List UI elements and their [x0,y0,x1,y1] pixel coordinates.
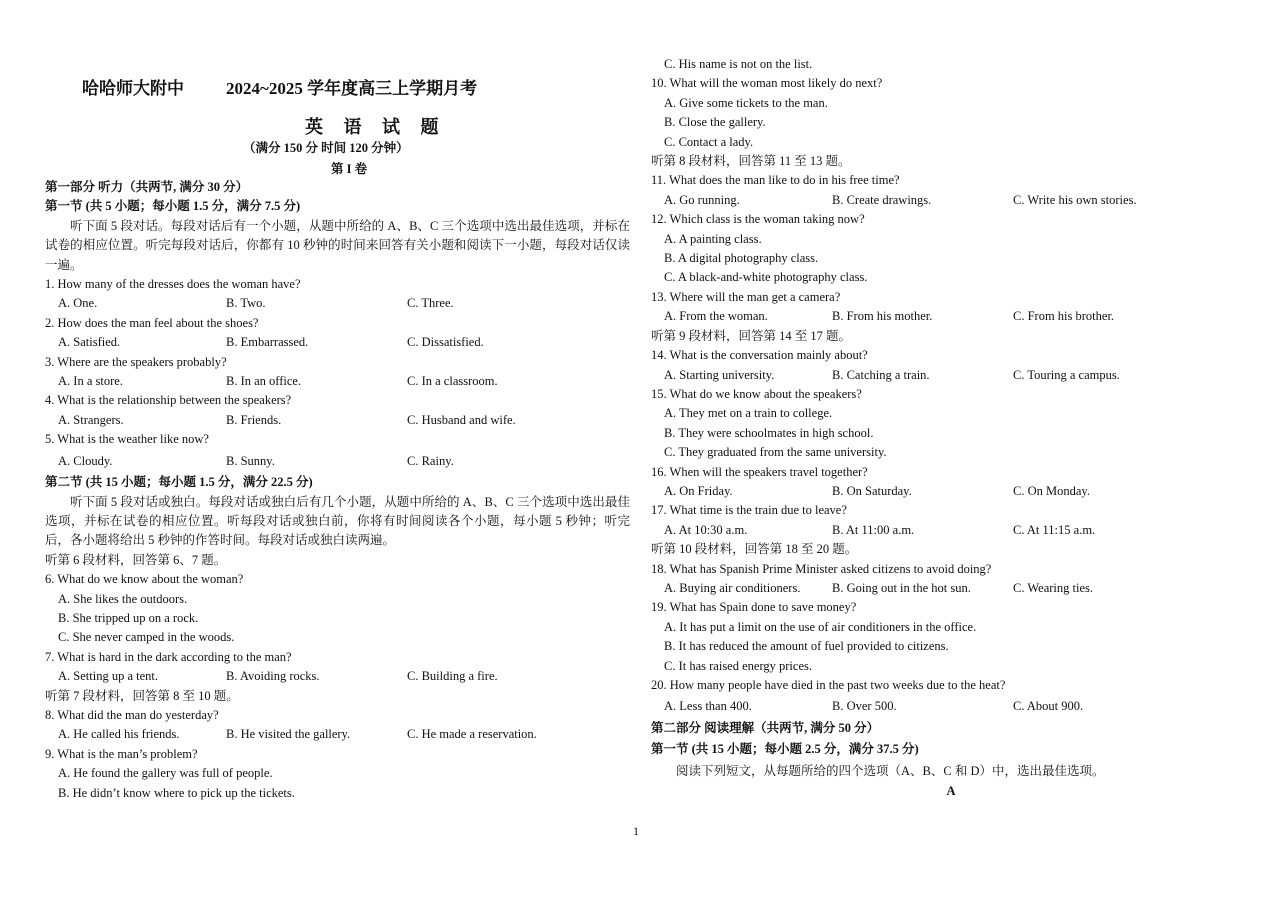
option-b: B. From his mother. [832,309,933,324]
question-12-stem: 12. Which class is the woman taking now? [651,212,865,227]
question-5-stem: 5. What is the weather like now? [45,432,209,447]
question-6-option-a: A. She likes the outdoors. [58,591,188,606]
exam-subtitle: （满分 150 分 时间 120 分钟） [243,141,409,155]
question-4-options [45,411,630,430]
question-20-stem: 20. How many people have died in the past two weeks due to the heat? [651,678,1006,692]
option-c: C. Wearing ties. [1013,580,1093,595]
question-17-stem: 17. What time is the train due to leave? [651,503,847,518]
option-c: C. He made a reservation. [407,727,537,742]
question-6-stem: 6. What do we know about the woman? [45,572,244,587]
question-20-options [651,697,1251,716]
option-c: C. About 900. [1013,699,1084,714]
question-15-stem: 15. What do we know about the speakers? [651,386,862,401]
part2-title: 第二部分 阅读理解（共两节, 满分 50 分） [651,720,880,735]
option-c: C. Dissatisfied. [407,335,484,350]
question-14-options [651,366,1251,385]
option-c: C. Touring a campus. [1013,367,1120,382]
question-16-stem: 16. When will the speakers travel together? [651,464,868,479]
question-15-option-b: B. They were schoolmates in high school. [664,425,874,440]
material-6-note: 听第 6 段材料，回答第 6、7 题。 [45,552,227,567]
question-19-option-a: A. It has put a limit on the use of air conditioners in the office. [664,619,977,634]
question-5-options [45,452,630,471]
question-14-stem: 14. What is the conversation mainly about? [651,348,868,363]
question-12-option-a: A. A painting class. [664,231,762,246]
question-1-stem: 1. How many of the dresses does the woman have? [45,277,301,292]
part1-section2-instructions: 听下面 5 段对话或独白。每段对话或独白后有几个小题，从题中所给的 A、B、C 三个选项中选出最佳选项，并标在试卷的相应位置。听每段对话或独白前，你将有时间阅读各个小题，每小题 5 秒钟；听完后，各小题将给出 5 秒钟的作答时间。每段对话或独白读两遍。 [45,494,630,548]
exam-header [82,74,477,99]
question-7-options [45,667,630,686]
option-a: A. In a store. [58,374,123,389]
question-16-options [651,482,1251,501]
subject-title: 英 语 试 题 [305,117,447,137]
part2-instructions: 阅读下列短文，从每题所给的四个选项（A、B、C 和 D）中，选出最佳选项。 [676,763,1105,778]
option-b: B. Catching a train. [832,367,930,382]
passage-label: A [946,784,956,799]
option-c: C. Husband and wife. [407,412,516,427]
option-b: B. Sunny. [226,453,275,468]
option-b: B. Friends. [226,412,282,427]
option-b: B. In an office. [226,374,302,389]
right-column [651,55,1251,801]
question-8-stem: 8. What did the man do yesterday? [45,707,219,722]
question-8-options [45,725,630,744]
question-10-option-c: C. Contact a lady. [664,134,754,149]
question-19-option-b: B. It has reduced the amount of fuel provided to citizens. [664,639,949,654]
option-a: A. At 10:30 a.m. [664,522,748,537]
question-19-option-c: C. It has raised energy prices. [664,658,812,673]
question-19-stem: 19. What has Spain done to save money? [651,600,857,615]
question-15-option-c: C. They graduated from the same university. [664,445,887,460]
option-b: B. He visited the gallery. [226,727,351,742]
option-b: B. Avoiding rocks. [226,669,320,684]
option-a: A. From the woman. [664,309,768,324]
material-9-note: 听第 9 段材料，回答第 14 至 17 题。 [651,328,852,343]
part1-section1-instructions: 听下面 5 段对话。每段对话后有一个小题，从题中所给的 A、B、C 三个选项中选出最佳选项，并标在试卷的相应位置。听完每段对话后，你都有 10 秒钟的时间来回答有关小题和阅读下一小题，每段对话仅读一遍。 [45,218,630,272]
question-1-options [45,294,630,313]
option-b: B. Embarrassed. [226,335,309,350]
option-a: A. Strangers. [58,412,124,427]
option-c: C. At 11:15 a.m. [1013,522,1096,537]
option-a: A. On Friday. [664,483,733,498]
question-3-options [45,372,630,391]
question-4-stem: 4. What is the relationship between the speakers? [45,393,292,408]
question-12-option-b: B. A digital photography class. [664,251,819,266]
question-9-option-a: A. He found the gallery was full of people. [58,766,273,781]
question-10-option-b: B. Close the gallery. [664,115,766,130]
question-10-stem: 10. What will the woman most likely do next? [651,76,883,91]
question-18-stem: 18. What has Spanish Prime Minister asked citizens to avoid doing? [651,561,992,576]
question-15-option-a: A. They met on a train to college. [664,406,833,421]
option-a: A. Buying air conditioners. [664,580,801,595]
part1-section2-title: 第二节 (共 15 小题；每小题 1.5 分，满分 22.5 分) [45,475,313,490]
option-a: A. Go running. [664,192,740,207]
part1-title: 第一部分 听力（共两节, 满分 30 分） [45,180,249,194]
option-b: B. On Saturday. [832,483,912,498]
question-18-options [651,579,1251,598]
question-11-options [651,191,1251,210]
part1-section1-title: 第一节 (共 5 小题；每小题 1.5 分，满分 7.5 分) [45,199,301,214]
question-9-option-b: B. He didn’t know where to pick up the tickets. [58,785,295,800]
option-a: A. Setting up a tent. [58,669,158,684]
school-name: 哈哈师大附中 [82,79,184,98]
option-b: B. Over 500. [832,699,897,714]
question-10-option-a: A. Give some tickets to the man. [664,95,828,110]
volume-label: 第 I 卷 [331,162,368,176]
part2-section1-title: 第一节 (共 15 小题；每小题 2.5 分，满分 37.5 分) [651,742,919,757]
question-13-stem: 13. Where will the man get a camera? [651,289,841,304]
question-6-option-c: C. She never camped in the woods. [58,630,235,645]
question-12-option-c: C. A black-and-white photography class. [664,270,868,285]
exam-year-title: 2024~2025 学年度高三上学期月考 [226,79,478,98]
option-a: A. He called his friends. [58,727,180,742]
option-a: A. Cloudy. [58,453,113,468]
left-column [45,178,630,803]
material-10-note: 听第 10 段材料，回答第 18 至 20 题。 [651,542,858,557]
question-9-option-c: C. His name is not on the list. [664,57,813,71]
option-a: A. Less than 400. [664,699,752,714]
material-8-note: 听第 8 段材料，回答第 11 至 13 题。 [651,154,851,169]
page-number: 1 [633,824,639,838]
option-c: C. On Monday. [1013,483,1090,498]
option-c: C. Write his own stories. [1013,192,1137,207]
option-c: C. Three. [407,296,454,311]
question-2-options [45,333,630,352]
option-a: A. One. [58,296,98,311]
question-9-stem: 9. What is the man’s problem? [45,746,198,761]
option-b: B. Going out in the hot sun. [832,580,971,595]
option-c: C. Building a fire. [407,669,498,684]
option-a: A. Starting university. [664,367,775,382]
option-c: C. In a classroom. [407,374,498,389]
question-2-stem: 2. How does the man feel about the shoes? [45,315,259,330]
material-7-note: 听第 7 段材料，回答第 8 至 10 题。 [45,688,239,703]
question-3-stem: 3. Where are the speakers probably? [45,354,227,369]
option-b: B. Two. [226,296,266,311]
question-6-option-b: B. She tripped up on a rock. [58,610,199,625]
question-7-stem: 7. What is hard in the dark according to the man? [45,649,292,664]
question-13-options [651,307,1251,326]
question-17-options [651,521,1251,540]
question-11-stem: 11. What does the man like to do in his free time? [651,173,900,188]
option-b: B. Create drawings. [832,192,932,207]
option-c: C. From his brother. [1013,309,1115,324]
option-a: A. Satisfied. [58,335,121,350]
option-c: C. Rainy. [407,453,454,468]
option-b: B. At 11:00 a.m. [832,522,915,537]
